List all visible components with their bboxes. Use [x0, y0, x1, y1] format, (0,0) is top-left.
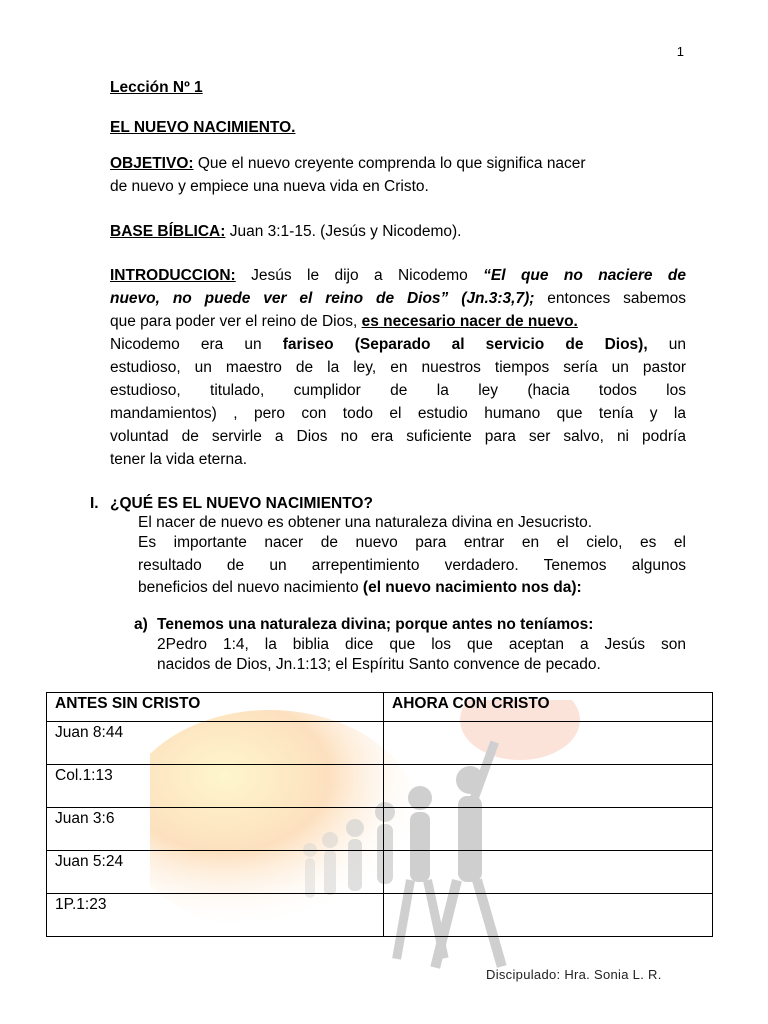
table-row — [47, 808, 713, 851]
table-cell — [384, 808, 713, 851]
objective-line-1 — [110, 153, 686, 175]
intro-line-5: estudioso, un maestro de la ley, en nuestros tiempos sería un pastor — [110, 359, 686, 376]
table-cell — [384, 765, 713, 808]
section-heading: ¿QUÉ ES EL NUEVO NACIMIENTO? — [110, 495, 373, 512]
subsection-line-1: 2Pedro 1:4, la biblia dice que los que aceptan a Jesús son — [157, 636, 686, 653]
table-row — [47, 722, 713, 765]
lesson-number: Lección Nº 1 — [110, 79, 203, 96]
table-cell — [384, 894, 713, 937]
page-number: 1 — [676, 44, 684, 59]
intro-line-8: voluntad de servirle a Dios no era suficiente para ser salvo, ni podría — [110, 428, 686, 445]
section-line-2: Es importante nacer de nuevo para entrar en el cielo, es el — [138, 534, 686, 551]
table-row — [47, 765, 713, 808]
table-cell: 1P.1:23 — [47, 894, 384, 937]
intro-text: entonces sabemos — [534, 290, 686, 307]
intro-line-1 — [110, 265, 686, 287]
base-text: Juan 3:1-15. (Jesús y Nicodemo). — [225, 223, 462, 240]
section-bold: (el nuevo nacimiento nos da): — [362, 579, 582, 596]
subsection-marker: a) — [134, 616, 148, 633]
table-header-cell: ANTES SIN CRISTO — [47, 693, 384, 722]
intro-line-2 — [110, 288, 686, 310]
objective-text: Que el nuevo creyente comprenda lo que significa nacer — [193, 155, 586, 172]
intro-text: Nicodemo era un — [110, 336, 283, 353]
table-cell — [384, 722, 713, 765]
table-cell: Juan 8:44 — [47, 722, 384, 765]
intro-line-3 — [110, 311, 578, 333]
table-row — [47, 851, 713, 894]
section-number: I. — [90, 495, 99, 512]
section-line-3: resultado de un arrepentimiento verdadero. Tenemos algunos — [138, 557, 686, 574]
intro-text: Jesús le dijo a Nicodemo — [235, 267, 484, 284]
table-cell: Juan 5:24 — [47, 851, 384, 894]
objective-label: OBJETIVO: — [110, 155, 194, 172]
intro-label: INTRODUCCION: — [110, 267, 236, 284]
table-cell: Col.1:13 — [47, 765, 384, 808]
subsection-line-2: nacidos de Dios, Jn.1:13; el Espíritu Santo convence de pecado. — [157, 656, 601, 673]
table-header-cell: AHORA CON CRISTO — [384, 693, 713, 722]
intro-emphasis: es necesario nacer de nuevo. — [361, 313, 578, 330]
section-line-4 — [138, 577, 582, 599]
intro-text: que para poder ver el reino de Dios, — [110, 313, 362, 330]
table-header-row — [47, 693, 713, 722]
intro-line-4 — [110, 334, 686, 356]
section-text: beneficios del nuevo nacimiento — [138, 579, 363, 596]
table-cell — [384, 851, 713, 894]
intro-bold: fariseo (Separado al servicio de Dios), — [282, 336, 648, 353]
intro-quote: “El que no naciere de — [483, 267, 686, 284]
section-line-1: El nacer de nuevo es obtener una naturaleza divina en Jesucristo. — [138, 514, 593, 531]
base-label: BASE BÍBLICA: — [110, 223, 226, 240]
subsection-heading: Tenemos una naturaleza divina; porque antes no teníamos: — [157, 616, 594, 633]
intro-line-7: mandamientos) , pero con todo el estudio humano que tenía y la — [110, 405, 686, 422]
intro-line-6: estudioso, titulado, cumplidor de la ley (hacia todos los — [110, 382, 686, 399]
intro-line-9: tener la vida eterna. — [110, 451, 248, 468]
comparison-table — [46, 692, 713, 937]
table-row — [47, 894, 713, 937]
page-title: EL NUEVO NACIMIENTO. — [110, 119, 296, 136]
footer-author: Discipulado: Hra. Sonia L. R. — [486, 967, 662, 982]
intro-text: un — [647, 336, 686, 353]
table-cell: Juan 3:6 — [47, 808, 384, 851]
objective-line-2: de nuevo y empiece una nueva vida en Cristo. — [110, 178, 429, 195]
intro-quote-cont: nuevo, no puede ver el reino de Dios” (Jn.3:3,7); — [110, 290, 535, 307]
base-biblica — [110, 221, 461, 243]
